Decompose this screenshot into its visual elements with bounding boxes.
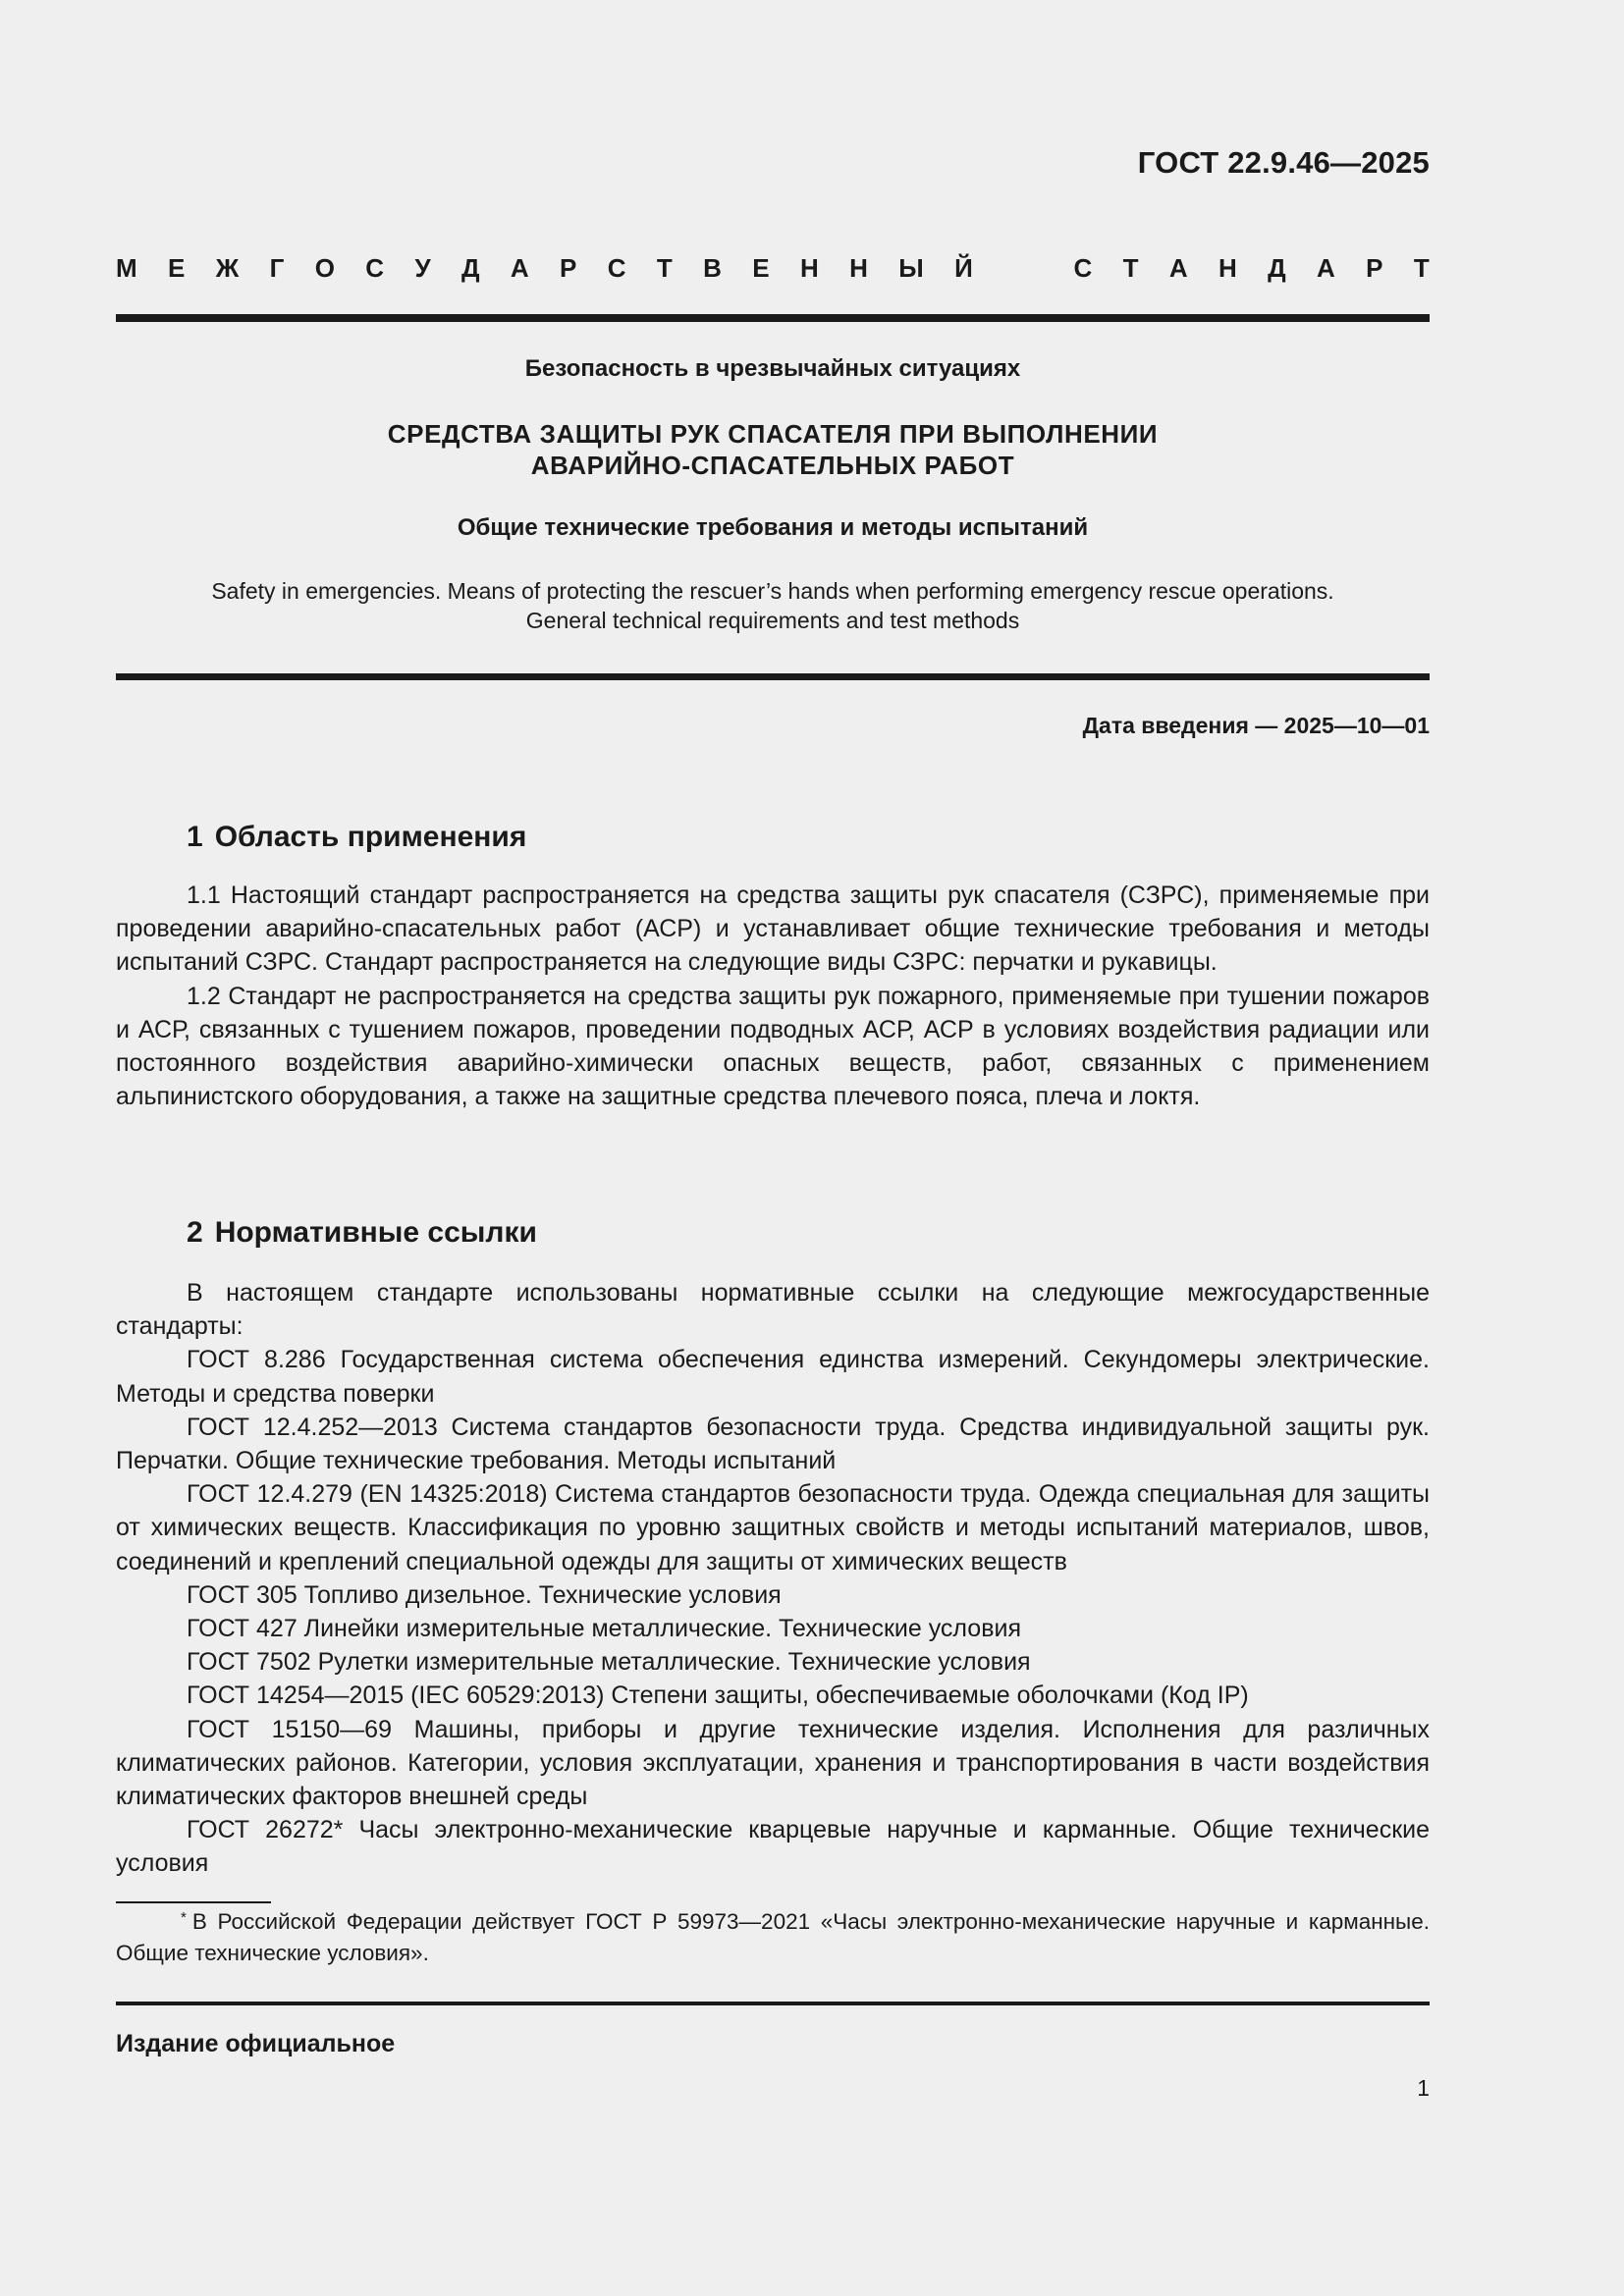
section-1-heading	[187, 821, 526, 854]
reference-item: ГОСТ 305 Топливо дизельное. Технические условия	[187, 1580, 782, 1609]
reference-item: ГОСТ 12.4.279 (EN 14325:2018) Система стандартов безопасности труда. Одежда специальная для защиты от химических веществ. Классификация по уровню защитных свойств и методы испытаний материалов, швов, соединений и креплений специальной одежды для защиты от химических веществ	[116, 1480, 1430, 1575]
main-title	[116, 418, 1430, 481]
section-2-body	[116, 1276, 1430, 1881]
footnote-separator	[116, 1901, 271, 1903]
heading-letter: А	[510, 253, 529, 283]
heading-letter: Н	[799, 253, 819, 283]
footnote	[116, 1906, 1430, 1969]
section-1-body	[116, 879, 1430, 1113]
english-title-line-1: Safety in emergencies. Means of protecting the rescuer’s hands when performing emergency rescue operations.	[211, 578, 1334, 604]
standard-type-heading	[116, 253, 1430, 284]
reference-item: ГОСТ 15150—69 Машины, приборы и другие технические изделия. Исполнения для различных климатических районов. Категории, условия эксплуатации, хранения и транспортирования в части воздействия климатических факторов внешней среды	[116, 1715, 1430, 1811]
heading-letter: А	[1168, 253, 1188, 283]
main-title-line-1: СРЕДСТВА ЗАЩИТЫ РУК СПАСАТЕЛЯ ПРИ ВЫПОЛНЕНИИ	[387, 419, 1159, 449]
section-2-title: Нормативные ссылки	[214, 1216, 537, 1249]
heading-letter: Т	[1413, 253, 1430, 283]
section-1-number: 1	[187, 821, 203, 853]
reference-item: ГОСТ 26272* Часы электронно-механические кварцевые наручные и карманные. Общие технические условия	[116, 1816, 1430, 1878]
edition-label: Издание официальное	[116, 2030, 396, 2057]
english-title	[116, 576, 1430, 635]
paragraph: 1.2 Стандарт не распространяется на средства защиты рук пожарного, применяемые при тушении пожаров и АСР, связанных с тушением пожаров, проведении подводных АСР, АСР в условиях воздействия радиации или постоянного воздействия аварийно-химически опасных веществ, работ, связанных с применением альпинистского оборудования, а также на защитные средства плечевого пояса, плеча и локтя.	[116, 982, 1430, 1111]
reference-item: ГОСТ 14254—2015 (IEC 60529:2013) Степени защиты, обеспечиваемые оболочками (Код IP)	[187, 1682, 1249, 1710]
heading-letter: С	[607, 253, 626, 283]
heading-letter: С	[1073, 253, 1093, 283]
main-title-line-2: АВАРИЙНО-СПАСАТЕЛЬНЫХ РАБОТ	[530, 451, 1015, 480]
heading-letter: Д	[460, 253, 480, 283]
reference-item: ГОСТ 427 Линейки измерительные металлические. Технические условия	[187, 1615, 1021, 1643]
title-bottom-rule	[116, 673, 1430, 680]
heading-letter: Г	[269, 253, 285, 283]
heading-letter: Ы	[898, 253, 924, 283]
heading-letter: Д	[1268, 253, 1286, 283]
heading-letter: Й	[954, 253, 973, 283]
word-gap	[1003, 253, 1043, 284]
heading-letter: Е	[168, 253, 186, 283]
paragraph: В настоящем стандарте использованы нормативные ссылки на следующие межгосударственные стандарты:	[116, 1279, 1430, 1341]
heading-letter: О	[314, 253, 335, 283]
english-title-line-2: General technical requirements and test methods	[525, 608, 1020, 633]
heading-letter: С	[365, 253, 385, 283]
footnote-marker: *	[181, 1909, 187, 1926]
heading-letter: Р	[1366, 253, 1383, 283]
heading-letter: Т	[656, 253, 673, 283]
footer-rule	[116, 2002, 1430, 2005]
document-number: ГОСТ 22.9.46—2025	[1137, 145, 1430, 180]
reference-item: ГОСТ 12.4.252—2013 Система стандартов безопасности труда. Средства индивидуальной защиты рук. Перчатки. Общие технические требования. Методы испытаний	[116, 1413, 1430, 1475]
reference-item: ГОСТ 8.286 Государственная система обеспечения единства измерений. Секундомеры электрические. Методы и средства поверки	[116, 1346, 1430, 1408]
section-2-heading	[187, 1216, 537, 1250]
heading-letter: Н	[849, 253, 868, 283]
section-1-title: Область применения	[214, 821, 527, 853]
heading-letter: М	[116, 253, 137, 283]
introduction-date: Дата введения — 2025—10—01	[1082, 713, 1430, 738]
heading-letter: Н	[1218, 253, 1237, 283]
footnote-text: В Российской Федерации действует ГОСТ Р 59973—2021 «Часы электронно-механические наручные и карманные. Общие технические условия».	[116, 1909, 1430, 1965]
subtitle: Общие технические требования и методы испытаний	[457, 514, 1089, 541]
heading-letter: В	[703, 253, 722, 283]
page-number: 1	[1417, 2075, 1430, 2101]
paragraph: 1.1 Настоящий стандарт распространяется на средства защиты рук спасателя (СЗРС), применяемые при проведении аварийно-спасательных работ (АСР) и устанавливает общие технические требования и методы испытаний СЗРС. Стандарт распространяется на следующие виды СЗРС: перчатки и рукавицы.	[116, 881, 1430, 977]
heading-letter: У	[414, 253, 431, 283]
section-2-number: 2	[187, 1216, 203, 1249]
series-title: Безопасность в чрезвычайных ситуациях	[524, 355, 1021, 382]
reference-item: ГОСТ 7502 Рулетки измерительные металлические. Технические условия	[187, 1648, 1031, 1677]
top-rule	[116, 314, 1430, 322]
heading-letter: Ж	[215, 253, 240, 283]
heading-letter: Т	[1122, 253, 1139, 283]
heading-letter: Р	[560, 253, 577, 283]
heading-letter: Е	[752, 253, 770, 283]
heading-letter: А	[1317, 253, 1335, 283]
